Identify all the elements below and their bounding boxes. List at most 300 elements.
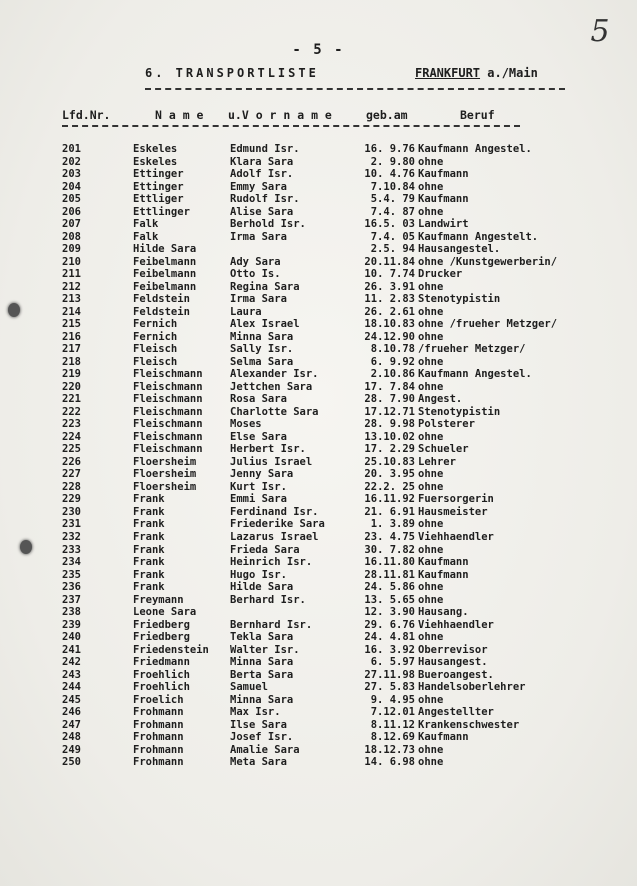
row-occupation: ohne	[418, 155, 444, 168]
row-first-name: Hilde Sara	[230, 581, 294, 594]
table-row	[0, 669, 637, 682]
row-last-name: Friedenstein	[133, 643, 209, 656]
table-row	[0, 243, 637, 256]
table-row	[0, 756, 637, 769]
row-first-name: Alexander Isr.	[230, 368, 319, 381]
table-row	[0, 143, 637, 156]
row-birth-date: 27.11.98	[364, 668, 415, 681]
row-first-name: Hugo Isr.	[230, 568, 287, 581]
row-occupation: /frueher Metzger/	[418, 343, 526, 356]
row-birth-date: 24. 5.86	[364, 581, 415, 594]
row-last-name: Frohmann	[133, 706, 184, 719]
row-last-name: Friedberg	[133, 618, 190, 631]
row-last-name: Fernich	[133, 330, 178, 343]
row-nr: 211	[62, 268, 81, 281]
row-birth-date: 16.11.92	[364, 493, 415, 506]
row-nr: 219	[62, 368, 81, 381]
row-birth-date: 24.12.90	[364, 330, 415, 343]
row-occupation: ohne	[418, 518, 444, 531]
row-birth-date: 13.10.02	[364, 430, 415, 443]
row-occupation: ohne	[418, 693, 444, 706]
row-occupation: ohne	[418, 430, 444, 443]
row-first-name: Berhard Isr.	[230, 593, 306, 606]
table-row	[0, 719, 637, 732]
row-nr: 243	[62, 668, 81, 681]
row-occupation: Kaufmann Angestelt.	[418, 230, 539, 243]
row-last-name: Frohmann	[133, 731, 184, 744]
row-occupation: Kaufmann	[418, 556, 469, 569]
row-last-name: Frank	[133, 568, 165, 581]
row-birth-date: 25.10.83	[364, 455, 415, 468]
table-row	[0, 456, 637, 469]
row-occupation: Angestellter	[418, 706, 494, 719]
row-first-name: Kurt Isr.	[230, 480, 287, 493]
row-nr: 244	[62, 681, 81, 694]
row-last-name: Leone Sara	[133, 606, 197, 619]
row-nr: 210	[62, 255, 81, 268]
header-divider	[62, 125, 520, 127]
row-occupation: ohne	[418, 631, 444, 644]
row-birth-date: 28. 9.98	[364, 418, 415, 431]
row-birth-date: 1. 3.89	[370, 518, 415, 531]
row-birth-date: 8.11.12	[370, 718, 415, 731]
row-nr: 224	[62, 430, 81, 443]
row-first-name: Berhold Isr.	[230, 218, 306, 231]
row-birth-date: 27. 5.83	[364, 681, 415, 694]
row-first-name: Minna Sara	[230, 656, 294, 669]
row-first-name: Samuel	[230, 681, 268, 694]
row-nr: 216	[62, 330, 81, 343]
row-last-name: Fleischmann	[133, 405, 203, 418]
row-nr: 212	[62, 280, 81, 293]
row-nr: 223	[62, 418, 81, 431]
row-birth-date: 6. 9.92	[370, 355, 415, 368]
row-birth-date: 16. 3.92	[364, 643, 415, 656]
table-row	[0, 606, 637, 619]
table-row	[0, 318, 637, 331]
row-nr: 218	[62, 355, 81, 368]
row-nr: 248	[62, 731, 81, 744]
row-first-name: Minna Sara	[230, 693, 294, 706]
handwritten-page-number: 5	[590, 14, 610, 49]
row-last-name: Frank	[133, 493, 165, 506]
row-first-name: Selma Sara	[230, 355, 294, 368]
table-row	[0, 206, 637, 219]
row-nr: 249	[62, 743, 81, 756]
row-occupation: Kaufmann Angestel.	[418, 143, 532, 155]
city-name: FRANKFURT	[415, 66, 481, 80]
row-birth-date: 17.12.71	[364, 405, 415, 418]
row-nr: 247	[62, 718, 81, 731]
row-birth-date: 16.11.80	[364, 556, 415, 569]
row-last-name: Feldstein	[133, 305, 190, 318]
table-row	[0, 381, 637, 394]
row-last-name: Fleisch	[133, 343, 178, 356]
row-first-name: Heinrich Isr.	[230, 556, 313, 569]
row-occupation: Landwirt	[418, 218, 469, 231]
row-nr: 230	[62, 505, 81, 518]
table-row	[0, 331, 637, 344]
table-row	[0, 306, 637, 319]
row-occupation: ohne	[418, 468, 444, 481]
row-last-name: Frank	[133, 505, 165, 518]
row-nr: 250	[62, 756, 81, 769]
row-occupation: Bueroangest.	[418, 668, 494, 681]
row-last-name: Hilde Sara	[133, 243, 197, 256]
row-nr: 240	[62, 631, 81, 644]
row-nr: 215	[62, 318, 81, 331]
row-occupation: Kaufmann	[418, 731, 469, 744]
row-birth-date: 7.4. 05	[370, 230, 415, 243]
row-last-name: Frank	[133, 530, 165, 543]
row-birth-date: 12. 3.90	[364, 606, 415, 619]
table-row	[0, 631, 637, 644]
row-birth-date: 9. 4.95	[370, 693, 415, 706]
row-last-name: Friedmann	[133, 656, 190, 669]
table-row	[0, 544, 637, 557]
header-name: N a m e	[155, 108, 204, 122]
row-last-name: Frank	[133, 581, 165, 594]
row-first-name: Lazarus Israel	[230, 530, 319, 543]
row-birth-date: 6. 5.97	[370, 656, 415, 669]
row-last-name: Frank	[133, 556, 165, 569]
table-row	[0, 619, 637, 632]
row-occupation: Viehhaendler	[418, 530, 494, 543]
row-occupation: Kaufmann Angestel.	[418, 368, 532, 381]
row-occupation: Polsterer	[418, 418, 475, 431]
table-row	[0, 731, 637, 744]
row-nr: 222	[62, 405, 81, 418]
row-birth-date: 8.10.78	[370, 343, 415, 356]
transport-list	[0, 143, 637, 769]
row-first-name: Julius Israel	[230, 455, 313, 468]
row-last-name: Ettinger	[133, 180, 184, 193]
table-row	[0, 281, 637, 294]
table-row	[0, 181, 637, 194]
row-last-name: Froelich	[133, 693, 184, 706]
row-first-name: Herbert Isr.	[230, 443, 306, 456]
row-first-name: Bernhard Isr.	[230, 618, 313, 631]
row-occupation: Hausang.	[418, 606, 469, 619]
row-occupation: ohne /Kunstgewerberin/	[418, 255, 558, 268]
row-occupation: Stenotypistin	[418, 405, 501, 418]
row-nr: 239	[62, 618, 81, 631]
page-number: - 5 -	[292, 42, 345, 58]
table-row	[0, 706, 637, 719]
row-birth-date: 29. 6.76	[364, 618, 415, 631]
row-birth-date: 17. 2.29	[364, 443, 415, 456]
row-occupation: Kaufmann	[418, 193, 469, 206]
row-birth-date: 23. 4.75	[364, 530, 415, 543]
row-birth-date: 20. 3.95	[364, 468, 415, 481]
row-birth-date: 17. 7.84	[364, 380, 415, 393]
row-first-name: Amalie Sara	[230, 743, 300, 756]
row-occupation: Krankenschwester	[418, 718, 520, 731]
row-occupation: ohne	[418, 543, 444, 556]
row-last-name: Frohmann	[133, 756, 184, 769]
row-occupation: Hausangestel.	[418, 243, 501, 256]
table-row	[0, 268, 637, 281]
row-occupation: ohne	[418, 355, 444, 368]
row-last-name: Frohmann	[133, 743, 184, 756]
row-birth-date: 7.12.01	[370, 706, 415, 719]
table-row	[0, 744, 637, 757]
row-occupation: ohne	[418, 180, 444, 193]
row-first-name: Friederike Sara	[230, 518, 325, 531]
row-birth-date: 13. 5.65	[364, 593, 415, 606]
row-birth-date: 11. 2.83	[364, 293, 415, 306]
table-row	[0, 481, 637, 494]
table-row	[0, 644, 637, 657]
row-birth-date: 2. 9.80	[370, 155, 415, 168]
row-last-name: Fleischmann	[133, 443, 203, 456]
row-nr: 225	[62, 443, 81, 456]
table-row	[0, 418, 637, 431]
table-row	[0, 518, 637, 531]
row-last-name: Friedberg	[133, 631, 190, 644]
row-occupation: ohne	[418, 756, 444, 769]
row-first-name: Else Sara	[230, 430, 287, 443]
row-birth-date: 28.11.81	[364, 568, 415, 581]
table-row	[0, 506, 637, 519]
row-nr: 245	[62, 693, 81, 706]
row-last-name: Floersheim	[133, 480, 197, 493]
row-occupation: Viehhaendler	[418, 618, 494, 631]
row-first-name: Sally Isr.	[230, 343, 294, 356]
table-row	[0, 681, 637, 694]
table-row	[0, 218, 637, 231]
row-first-name: Alise Sara	[230, 205, 294, 218]
row-first-name: Walter Isr.	[230, 643, 300, 656]
row-birth-date: 26. 2.61	[364, 305, 415, 318]
row-occupation: Kaufmann	[418, 568, 469, 581]
row-birth-date: 8.12.69	[370, 731, 415, 744]
row-first-name: Ilse Sara	[230, 718, 287, 731]
row-nr: 246	[62, 706, 81, 719]
row-nr: 220	[62, 380, 81, 393]
row-last-name: Fleisch	[133, 355, 178, 368]
row-birth-date: 30. 7.82	[364, 543, 415, 556]
row-occupation: Schueler	[418, 443, 469, 456]
row-occupation: Hausmeister	[418, 505, 488, 518]
document-title: 6. TRANSPORTLISTE	[145, 66, 319, 80]
table-row	[0, 531, 637, 544]
row-last-name: Froehlich	[133, 681, 190, 694]
row-birth-date: 16.5. 03	[364, 218, 415, 231]
row-first-name: Rosa Sara	[230, 393, 287, 406]
table-row	[0, 256, 637, 269]
row-occupation: Stenotypistin	[418, 293, 501, 306]
row-last-name: Falk	[133, 218, 159, 231]
row-birth-date: 18.10.83	[364, 318, 415, 331]
table-row	[0, 168, 637, 181]
row-first-name: Ady Sara	[230, 255, 281, 268]
row-occupation: Kaufmann	[418, 168, 469, 181]
row-birth-date: 2.10.86	[370, 368, 415, 381]
header-beruf: Beruf	[460, 108, 495, 122]
table-row	[0, 343, 637, 356]
row-occupation: ohne	[418, 480, 444, 493]
row-nr: 227	[62, 468, 81, 481]
row-nr: 237	[62, 593, 81, 606]
row-birth-date: 2.5. 94	[370, 243, 415, 256]
city-suffix: a./Main	[480, 66, 538, 80]
table-row	[0, 694, 637, 707]
row-nr: 235	[62, 568, 81, 581]
table-row	[0, 393, 637, 406]
row-nr: 232	[62, 530, 81, 543]
row-birth-date: 22.2. 25	[364, 480, 415, 493]
row-nr: 207	[62, 218, 81, 231]
row-occupation: Oberrevisor	[418, 643, 488, 656]
row-last-name: Falk	[133, 230, 159, 243]
table-row	[0, 569, 637, 582]
row-first-name: Irma Sara	[230, 293, 287, 306]
table-row	[0, 468, 637, 481]
row-last-name: Frank	[133, 543, 165, 556]
row-occupation: ohne	[418, 380, 444, 393]
row-first-name: Max Isr.	[230, 706, 281, 719]
row-birth-date: 20.11.84	[364, 255, 415, 268]
table-row	[0, 581, 637, 594]
row-nr: 231	[62, 518, 81, 531]
row-nr: 202	[62, 155, 81, 168]
row-birth-date: 7.4. 87	[370, 205, 415, 218]
row-occupation: Angest.	[418, 393, 463, 406]
row-birth-date: 28. 7.90	[364, 393, 415, 406]
row-first-name: Jenny Sara	[230, 468, 294, 481]
row-first-name: Laura	[230, 305, 262, 318]
row-nr: 209	[62, 243, 81, 256]
row-last-name: Ettliger	[133, 193, 184, 206]
table-row	[0, 356, 637, 369]
row-last-name: Fleischmann	[133, 418, 203, 431]
row-last-name: Fernich	[133, 318, 178, 331]
row-first-name: Adolf Isr.	[230, 168, 294, 181]
row-occupation: Hausangest.	[418, 656, 488, 669]
row-occupation: Drucker	[418, 268, 463, 281]
row-first-name: Jettchen Sara	[230, 380, 313, 393]
row-last-name: Floersheim	[133, 455, 197, 468]
row-first-name: Emmi Sara	[230, 493, 287, 506]
row-nr: 206	[62, 205, 81, 218]
row-first-name: Ferdinand Isr.	[230, 505, 319, 518]
row-birth-date: 26. 3.91	[364, 280, 415, 293]
header-geb: geb.am	[366, 108, 408, 122]
table-row	[0, 493, 637, 506]
row-nr: 242	[62, 656, 81, 669]
row-occupation: ohne	[418, 581, 444, 594]
table-row	[0, 406, 637, 419]
row-last-name: Fleischmann	[133, 380, 203, 393]
row-last-name: Ettlinger	[133, 205, 190, 218]
row-first-name: Tekla Sara	[230, 631, 294, 644]
table-row	[0, 594, 637, 607]
title-divider	[145, 88, 565, 90]
table-row	[0, 368, 637, 381]
row-nr: 238	[62, 606, 81, 619]
row-first-name: Minna Sara	[230, 330, 294, 343]
row-first-name: Alex Israel	[230, 318, 300, 331]
row-last-name: Fleischmann	[133, 430, 203, 443]
row-first-name: Edmund Isr.	[230, 143, 300, 155]
row-birth-date: 24. 4.81	[364, 631, 415, 644]
row-last-name: Fleischmann	[133, 393, 203, 406]
row-first-name: Irma Sara	[230, 230, 287, 243]
table-header	[0, 108, 637, 124]
row-last-name: Feibelmann	[133, 280, 197, 293]
row-birth-date: 7.10.84	[370, 180, 415, 193]
row-nr: 221	[62, 393, 81, 406]
row-nr: 217	[62, 343, 81, 356]
row-first-name: Josef Isr.	[230, 731, 294, 744]
row-nr: 204	[62, 180, 81, 193]
row-birth-date: 5.4. 79	[370, 193, 415, 206]
row-occupation: ohne	[418, 743, 444, 756]
row-last-name: Feldstein	[133, 293, 190, 306]
table-row	[0, 443, 637, 456]
row-first-name: Klara Sara	[230, 155, 294, 168]
row-nr: 236	[62, 581, 81, 594]
row-last-name: Eskeles	[133, 155, 178, 168]
row-nr: 226	[62, 455, 81, 468]
row-birth-date: 18.12.73	[364, 743, 415, 756]
table-row	[0, 156, 637, 169]
row-birth-date: 16. 9.76	[364, 143, 415, 155]
row-first-name: Berta Sara	[230, 668, 294, 681]
row-last-name: Eskeles	[133, 143, 178, 155]
row-occupation: ohne	[418, 593, 444, 606]
row-nr: 203	[62, 168, 81, 181]
row-last-name: Feibelmann	[133, 268, 197, 281]
row-birth-date: 21. 6.91	[364, 505, 415, 518]
row-first-name: Meta Sara	[230, 756, 287, 769]
table-row	[0, 556, 637, 569]
table-row	[0, 231, 637, 244]
row-first-name: Rudolf Isr.	[230, 193, 300, 206]
row-nr: 228	[62, 480, 81, 493]
row-last-name: Frank	[133, 518, 165, 531]
row-first-name: Otto Is.	[230, 268, 281, 281]
row-occupation: ohne	[418, 205, 444, 218]
row-nr: 229	[62, 493, 81, 506]
row-birth-date: 14. 6.98	[364, 756, 415, 769]
row-last-name: Feibelmann	[133, 255, 197, 268]
row-nr: 241	[62, 643, 81, 656]
table-row	[0, 193, 637, 206]
row-last-name: Ettinger	[133, 168, 184, 181]
row-first-name: Charlotte Sara	[230, 405, 319, 418]
row-last-name: Floersheim	[133, 468, 197, 481]
row-occupation: ohne /frueher Metzger/	[418, 318, 558, 331]
row-occupation: ohne	[418, 280, 444, 293]
city-label	[415, 66, 538, 80]
row-first-name: Emmy Sara	[230, 180, 287, 193]
row-nr: 213	[62, 293, 81, 306]
row-first-name: Regina Sara	[230, 280, 300, 293]
row-last-name: Frohmann	[133, 718, 184, 731]
table-row	[0, 293, 637, 306]
row-occupation: ohne	[418, 305, 444, 318]
row-nr: 201	[62, 143, 81, 155]
table-row	[0, 431, 637, 444]
row-occupation: Handelsoberlehrer	[418, 681, 526, 694]
row-first-name: Frieda Sara	[230, 543, 300, 556]
table-row	[0, 656, 637, 669]
header-vorname: u.V o r n a m e	[228, 108, 332, 122]
row-nr: 208	[62, 230, 81, 243]
row-birth-date: 10. 7.74	[364, 268, 415, 281]
